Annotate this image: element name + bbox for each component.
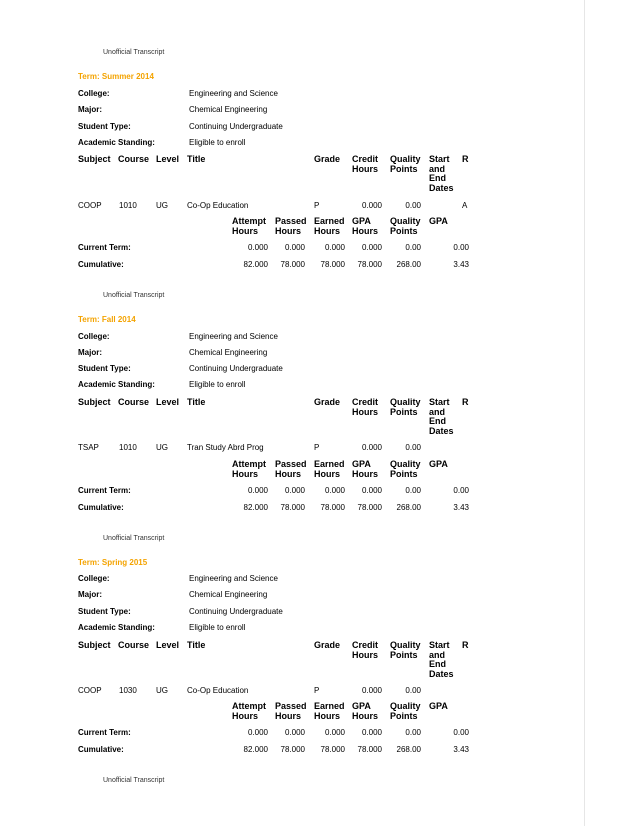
col-course: Course: [118, 154, 150, 164]
course-level: UG: [156, 443, 168, 452]
col-total-quality-points: Quality Points: [390, 701, 421, 721]
unofficial-transcript-label: Unofficial Transcript: [103, 292, 165, 299]
cumulative-quality-points: 268.00: [396, 260, 421, 269]
unofficial-transcript-label: Unofficial Transcript: [103, 535, 165, 542]
cumulative-gpa-hours: 78.000: [357, 503, 382, 512]
col-start-end-dates: Start and End Dates: [429, 397, 454, 436]
student-type-label: Student Type:: [78, 607, 131, 616]
current-passed: 0.000: [284, 243, 305, 252]
col-passed-hours: Passed Hours: [275, 459, 307, 479]
course-level: UG: [156, 201, 168, 210]
current-gpa-hours: 0.000: [361, 486, 382, 495]
col-level: Level: [156, 154, 180, 164]
col-title: Title: [187, 397, 206, 407]
current-gpa-hours: 0.000: [361, 728, 382, 737]
col-attempt-hours: Attempt Hours: [232, 216, 266, 236]
col-earned-hours: Earned Hours: [314, 459, 345, 479]
cumulative-passed: 78.000: [280, 745, 305, 754]
current-earned: 0.000: [324, 486, 345, 495]
col-credit-hours: Credit Hours: [352, 397, 379, 417]
col-passed-hours: Passed Hours: [275, 216, 307, 236]
current-passed: 0.000: [284, 486, 305, 495]
current-gpa: 0.00: [453, 728, 469, 737]
course-r: A: [462, 201, 468, 210]
col-earned-hours: Earned Hours: [314, 216, 345, 236]
col-title: Title: [187, 154, 206, 164]
course-grade: P: [314, 201, 320, 210]
col-earned-hours: Earned Hours: [314, 701, 345, 721]
college-value: Engineering and Science: [189, 332, 278, 341]
col-gpa: GPA: [429, 701, 448, 711]
col-total-quality-points: Quality Points: [390, 459, 421, 479]
course-subject: COOP: [78, 686, 102, 695]
col-gpa-hours: GPA Hours: [352, 459, 379, 479]
current-attempt: 0.000: [247, 728, 268, 737]
academic-standing-label: Academic Standing:: [78, 380, 155, 389]
major-value: Chemical Engineering: [189, 105, 268, 114]
current-quality-points: 0.00: [405, 728, 421, 737]
term-title: Term: Summer 2014: [78, 72, 154, 81]
academic-standing-value: Eligible to enroll: [189, 380, 246, 389]
col-gpa-hours: GPA Hours: [352, 701, 379, 721]
col-subject: Subject: [78, 154, 111, 164]
current-term-label: Current Term:: [78, 243, 131, 252]
col-grade: Grade: [314, 397, 341, 407]
col-quality-points: Quality Points: [390, 397, 421, 417]
col-passed-hours: Passed Hours: [275, 701, 307, 721]
course-credit-hours: 0.000: [361, 686, 382, 695]
college-label: College:: [78, 89, 110, 98]
college-label: College:: [78, 332, 110, 341]
col-attempt-hours: Attempt Hours: [232, 459, 266, 479]
course-subject: COOP: [78, 201, 102, 210]
col-total-quality-points: Quality Points: [390, 216, 421, 236]
course-credit-hours: 0.000: [361, 201, 382, 210]
cumulative-earned: 78.000: [320, 260, 345, 269]
course-credit-hours: 0.000: [361, 443, 382, 452]
col-course: Course: [118, 640, 150, 650]
course-quality-points: 0.00: [405, 443, 421, 452]
course-title: Tran Study Abrd Prog: [187, 443, 264, 452]
course-grade: P: [314, 686, 320, 695]
col-start-end-dates: Start and End Dates: [429, 640, 454, 679]
course-level: UG: [156, 686, 168, 695]
col-credit-hours: Credit Hours: [352, 640, 379, 660]
college-label: College:: [78, 574, 110, 583]
term-title: Term: Fall 2014: [78, 315, 136, 324]
cumulative-label: Cumulative:: [78, 503, 124, 512]
col-quality-points: Quality Points: [390, 640, 421, 660]
cumulative-passed: 78.000: [280, 260, 305, 269]
cumulative-quality-points: 268.00: [396, 745, 421, 754]
col-gpa: GPA: [429, 216, 448, 226]
current-attempt: 0.000: [247, 243, 268, 252]
col-title: Title: [187, 640, 206, 650]
academic-standing-value: Eligible to enroll: [189, 623, 246, 632]
college-value: Engineering and Science: [189, 574, 278, 583]
col-level: Level: [156, 397, 180, 407]
cumulative-gpa: 3.43: [453, 260, 469, 269]
col-grade: Grade: [314, 154, 341, 164]
student-type-label: Student Type:: [78, 364, 131, 373]
current-passed: 0.000: [284, 728, 305, 737]
col-credit-hours: Credit Hours: [352, 154, 379, 174]
cumulative-gpa-hours: 78.000: [357, 260, 382, 269]
col-subject: Subject: [78, 397, 111, 407]
col-grade: Grade: [314, 640, 341, 650]
course-number: 1030: [119, 686, 137, 695]
col-level: Level: [156, 640, 180, 650]
col-r: R: [462, 397, 469, 407]
col-r: R: [462, 640, 469, 650]
col-course: Course: [118, 397, 150, 407]
cumulative-attempt: 82.000: [243, 503, 268, 512]
col-start-end-dates: Start and End Dates: [429, 154, 454, 193]
current-gpa: 0.00: [453, 243, 469, 252]
course-grade: P: [314, 443, 320, 452]
current-earned: 0.000: [324, 728, 345, 737]
academic-standing-label: Academic Standing:: [78, 623, 155, 632]
cumulative-attempt: 82.000: [243, 745, 268, 754]
col-r: R: [462, 154, 469, 164]
cumulative-quality-points: 268.00: [396, 503, 421, 512]
cumulative-passed: 78.000: [280, 503, 305, 512]
course-title: Co-Op Education: [187, 686, 249, 695]
major-label: Major:: [78, 590, 102, 599]
major-value: Chemical Engineering: [189, 590, 268, 599]
current-attempt: 0.000: [247, 486, 268, 495]
course-title: Co-Op Education: [187, 201, 249, 210]
col-subject: Subject: [78, 640, 111, 650]
cumulative-label: Cumulative:: [78, 745, 124, 754]
term-title: Term: Spring 2015: [78, 558, 148, 567]
student-type-value: Continuing Undergraduate: [189, 122, 283, 131]
current-earned: 0.000: [324, 243, 345, 252]
major-label: Major:: [78, 348, 102, 357]
major-label: Major:: [78, 105, 102, 114]
unofficial-transcript-footer: Unofficial Transcript: [103, 777, 165, 784]
student-type-label: Student Type:: [78, 122, 131, 131]
current-gpa: 0.00: [453, 486, 469, 495]
course-number: 1010: [119, 201, 137, 210]
college-value: Engineering and Science: [189, 89, 278, 98]
cumulative-earned: 78.000: [320, 503, 345, 512]
current-gpa-hours: 0.000: [361, 243, 382, 252]
col-quality-points: Quality Points: [390, 154, 421, 174]
course-subject: TSAP: [78, 443, 99, 452]
course-number: 1010: [119, 443, 137, 452]
current-term-label: Current Term:: [78, 486, 131, 495]
cumulative-gpa: 3.43: [453, 745, 469, 754]
cumulative-earned: 78.000: [320, 745, 345, 754]
cumulative-label: Cumulative:: [78, 260, 124, 269]
current-term-label: Current Term:: [78, 728, 131, 737]
course-quality-points: 0.00: [405, 686, 421, 695]
cumulative-gpa: 3.43: [453, 503, 469, 512]
page-right-border: [584, 0, 585, 826]
col-attempt-hours: Attempt Hours: [232, 701, 266, 721]
col-gpa: GPA: [429, 459, 448, 469]
student-type-value: Continuing Undergraduate: [189, 364, 283, 373]
academic-standing-value: Eligible to enroll: [189, 138, 246, 147]
course-quality-points: 0.00: [405, 201, 421, 210]
current-quality-points: 0.00: [405, 486, 421, 495]
academic-standing-label: Academic Standing:: [78, 138, 155, 147]
unofficial-transcript-label: Unofficial Transcript: [103, 49, 165, 56]
major-value: Chemical Engineering: [189, 348, 268, 357]
student-type-value: Continuing Undergraduate: [189, 607, 283, 616]
current-quality-points: 0.00: [405, 243, 421, 252]
col-gpa-hours: GPA Hours: [352, 216, 379, 236]
cumulative-gpa-hours: 78.000: [357, 745, 382, 754]
cumulative-attempt: 82.000: [243, 260, 268, 269]
